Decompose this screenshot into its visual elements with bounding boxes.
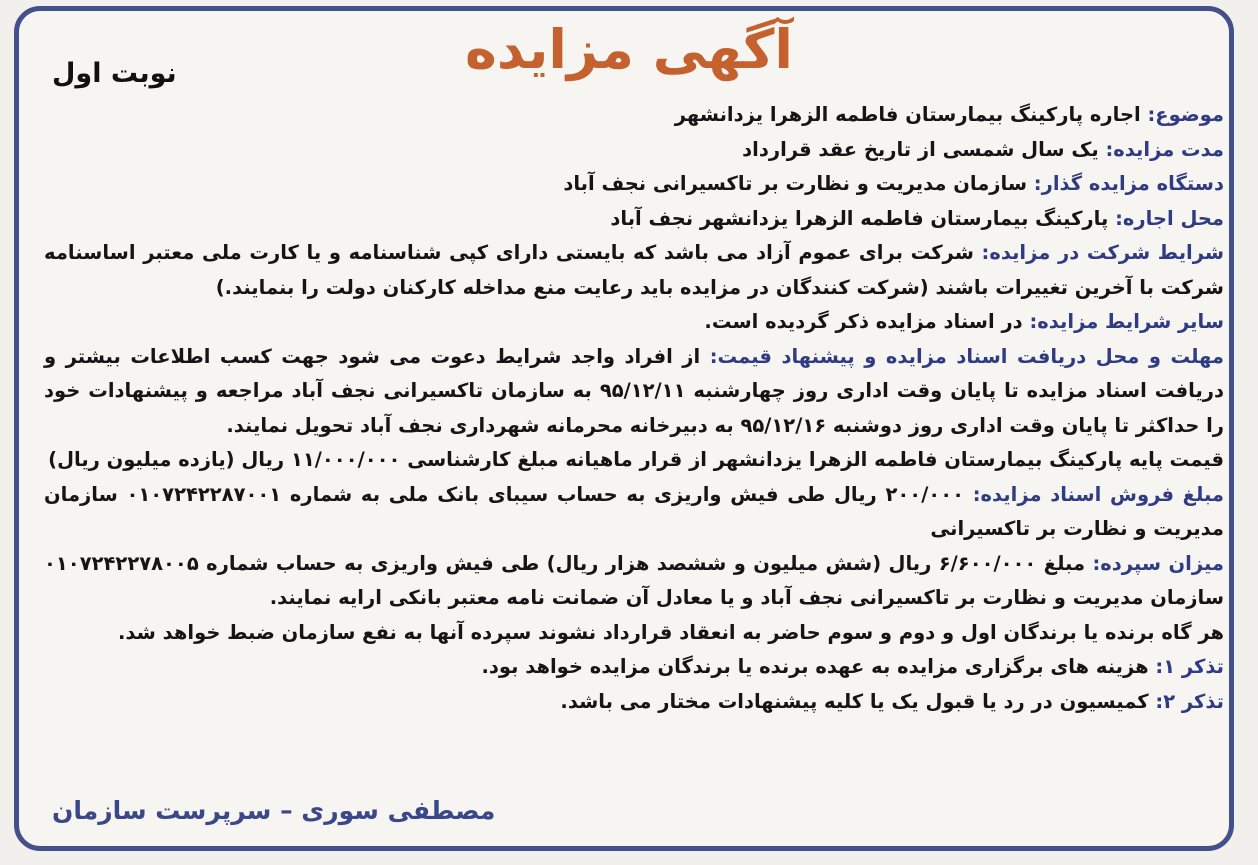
paragraph-location <box>44 202 1224 237</box>
paragraph-text: در اسناد مزایده ذکر گردیده است. <box>704 310 1030 333</box>
paragraph-note-2 <box>44 685 1224 720</box>
paragraph-text: پارکینگ بیمارستان فاطمه الزهرا یزدانشهر نجف آباد <box>610 206 1116 230</box>
paragraph-text: شرکت برای عموم آزاد می باشد که بایستی دارای کپی شناسنامه و یا کارت ملی معتبر اساسنامه شرکت با آخرین تغییرات باشند (شرکت کنندگان در مزایده باید رعایت منع مداخله کارکنان دولت را بنمایند.) <box>44 241 1224 299</box>
paragraph-text: مبلغ ۶/۶۰۰/۰۰۰ ریال (شش میلیون و ششصد هزار ریال) طی فیش واریزی به حساب شماره ۰۱۰۷۲۴۲۲۷۸۰۰۵ سازمان مدیریت و نظارت بر تاکسیرانی نجف آباد و یا معادل آن ضمانت نامه معتبر بانکی ارایه نمایند. <box>44 551 1224 609</box>
paragraph-deadline <box>44 340 1224 444</box>
paragraph-subject <box>44 98 1224 133</box>
notice-title: آگهی مزایده <box>465 18 793 81</box>
paragraph-text: قیمت پایه پارکینگ بیمارستان فاطمه الزهرا یزدانشهر از قرار ماهیانه مبلغ کارشناسی ۱۱/۰۰۰/۰۰۰ ریال (یازده میلیون ریال) <box>48 448 1224 471</box>
paragraph-label: محل اجاره: <box>1115 206 1224 230</box>
paragraph-eligibility <box>44 236 1224 305</box>
paragraph-label: میزان سپرده: <box>1092 551 1224 575</box>
paragraph-note-1 <box>44 650 1224 685</box>
paragraph-label: مبلغ فروش اسناد مزایده: <box>972 482 1224 506</box>
paragraph-label: مهلت و محل دریافت اسناد مزایده و پیشنهاد قیمت: <box>709 344 1224 368</box>
paragraph-label: مدت مزایده: <box>1105 137 1224 161</box>
paragraph-text: از افراد واجد شرایط دعوت می شود جهت کسب اطلاعات بیشتر و دریافت اسناد مزایده تا پایان وقت اداری روز چهارشنبه ۹۵/۱۲/۱۱ به سازمان تاکسیرانی نجف آباد مراجعه و پیشنهادات خود را حداکثر تا پایان وقت اداری روز دوشنبه ۹۵/۱۲/۱۶ به دبیرخانه محرمانه شهرداری نجف آباد تحویل نمایند. <box>44 344 1225 437</box>
signature: مصطفی سوری – سرپرست سازمان <box>52 796 496 825</box>
paragraph-label: سایر شرایط مزایده: <box>1029 310 1224 333</box>
paragraph-document-fee <box>44 478 1224 547</box>
paragraph-text: اجاره پارکینگ بیمارستان فاطمه الزهرا یزدانشهر <box>674 103 1148 126</box>
paragraph-text: کمیسیون در رد یا قبول یک یا کلیه پیشنهادات مختار می باشد. <box>560 689 1156 713</box>
paragraph-text: هزینه های برگزاری مزایده به عهده برنده یا برندگان مزایده خواهد بود. <box>481 655 1156 678</box>
paragraph-text: ۲۰۰/۰۰۰ ریال طی فیش واریزی به حساب سیبای بانک ملی به شماره ۰۱۰۷۲۴۲۲۸۷۰۰۱ سازمان مدیریت و نظارت بر تاکسیرانی <box>44 482 1224 540</box>
round-label: نوبت اول <box>52 58 177 89</box>
paragraph-label: موضوع: <box>1147 103 1224 126</box>
paragraph-deposit <box>44 547 1224 616</box>
paragraph-other-conditions <box>44 305 1224 340</box>
paragraph-forfeit <box>44 616 1224 651</box>
paragraph-label: دستگاه مزایده گذار: <box>1033 172 1224 195</box>
paragraph-organizer <box>44 167 1224 202</box>
paragraph-label: شرایط شرکت در مزایده: <box>981 241 1225 264</box>
paragraph-duration <box>44 133 1224 168</box>
notice-body <box>44 98 1224 719</box>
paragraph-label: تذکر ۱: <box>1155 655 1224 678</box>
paragraph-text: هر گاه برنده یا برندگان اول و دوم و سوم حاضر به انعقاد قرارداد نشوند سپرده آنها به نفع سازمان ضبط خواهد شد. <box>117 620 1224 644</box>
paragraph-base-price <box>44 443 1224 478</box>
paragraph-text: یک سال شمسی از تاریخ عقد قرارداد <box>742 137 1106 161</box>
paragraph-label: تذکر ۲: <box>1155 689 1224 713</box>
paragraph-text: سازمان مدیریت و نظارت بر تاکسیرانی نجف آباد <box>563 172 1034 195</box>
